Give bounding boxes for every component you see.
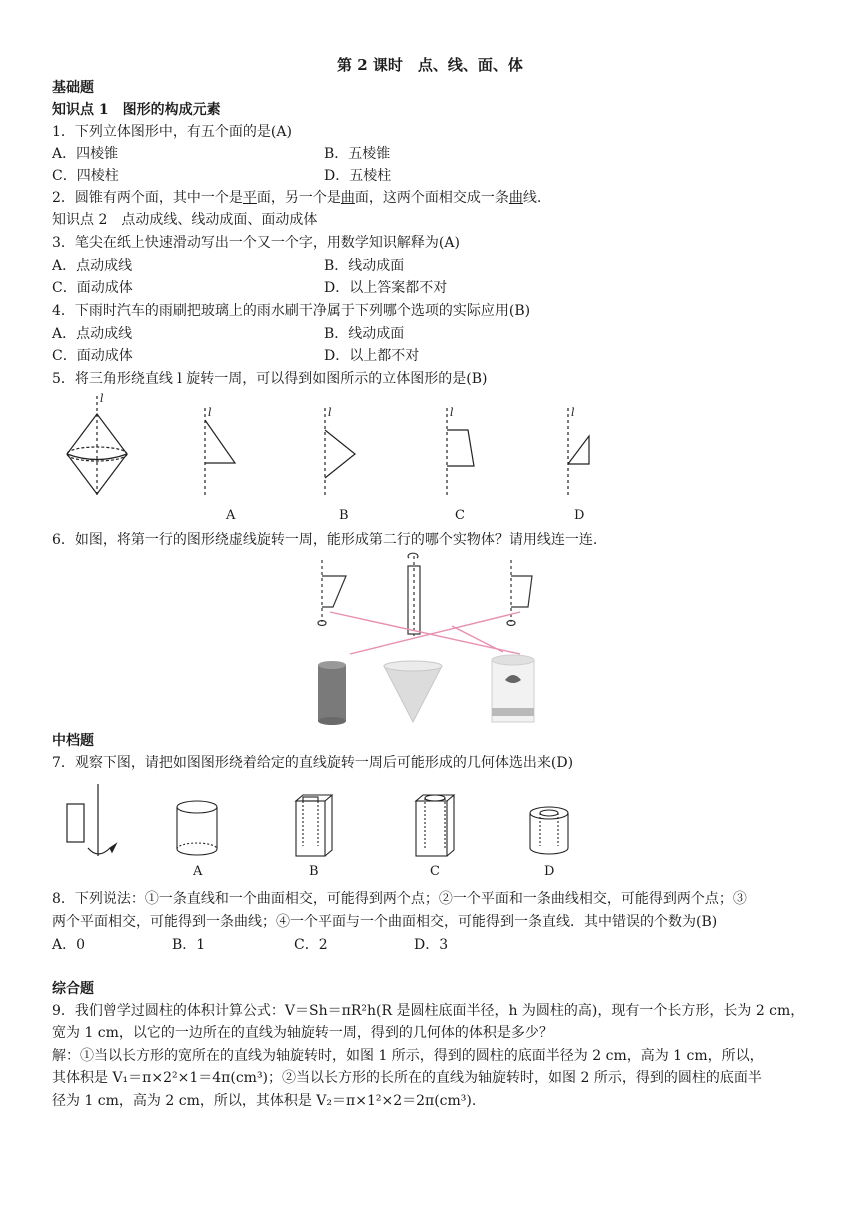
q4-option-c: C．面动成体 xyxy=(52,348,133,364)
q1-option-b: B．五棱锥 xyxy=(324,146,391,162)
q8-option-c: C．2 xyxy=(294,937,328,953)
q5-option-b-figure xyxy=(325,408,355,498)
q5-axis-label-a: l xyxy=(208,406,212,419)
q5-double-cone xyxy=(67,396,127,498)
q3-option-d: D．以上答案都不对 xyxy=(324,280,448,296)
q6-object-cup xyxy=(492,655,534,722)
q5-label-b: B xyxy=(339,508,349,523)
q9-line2: 宽为 1 cm，以它的一边所在的直线为轴旋转一周，得到的几何体的体积是多少？ xyxy=(52,1025,553,1041)
q4-option-b: B．线动成面 xyxy=(324,326,405,342)
q2-part3: 面，这两个面相交成一条 xyxy=(354,190,509,206)
knowledge-point-1: 知识点 1 图形的构成元素 xyxy=(52,102,221,118)
q5-option-c-figure xyxy=(447,408,474,498)
q9-solution-line1: 解：①当以长方形的宽所在的直线为轴旋转时，如图 1 所示，得到的圆柱的底面半径为 2 cm，高为 1 cm，所以， xyxy=(52,1048,764,1064)
q3-option-a: A．点动成线 xyxy=(52,258,133,274)
q5-label-c: C xyxy=(455,508,465,523)
q1-option-a: A．四棱锥 xyxy=(52,146,119,162)
q7-label-d: D xyxy=(544,864,555,879)
q4-option-d: D．以上都不对 xyxy=(324,348,420,364)
q2-part2: 面，另一个是 xyxy=(256,190,341,206)
q8-option-b: B．1 xyxy=(172,937,206,953)
q4-option-a: A．点动成线 xyxy=(52,326,133,342)
q3-stem: 3．笔尖在纸上快速滑动写出一个又一个字，用数学知识解释为(A) xyxy=(52,235,460,251)
q7-option-b-prism xyxy=(296,795,332,856)
q8-line1: 8．下列说法：①一条直线和一个曲面相交，可能得到两个点；②一个平面和一条曲线相交，可能得到两个点；③ xyxy=(52,891,747,907)
q6-object-cylinder xyxy=(318,661,346,725)
q9-solution-line3: 径为 1 cm，高为 2 cm，所以，其体积是 V₂＝π×1²×2＝2π(cm³). xyxy=(52,1093,477,1109)
q8-option-a: A．0 xyxy=(52,937,86,953)
page-title: 第 2 课时 点、线、面、体 xyxy=(337,56,523,74)
q5-axis-label-b: l xyxy=(328,406,332,419)
q2-text xyxy=(52,188,541,208)
q7-label-b: B xyxy=(309,864,319,879)
q5-label-d: D xyxy=(574,508,585,523)
q9-solution-line2: 其体积是 V₁＝π×2²×1＝4π(cm³)；②当以长方形的长所在的直线为轴旋转时，如图 2 所示，得到的圆柱的底面半 xyxy=(52,1070,762,1086)
q5-option-d-figure xyxy=(568,408,589,498)
q7-label-a: A xyxy=(193,864,203,879)
q8-line2: 两个平面相交，可能得到一条曲线；④一个平面与一个曲面相交，可能得到一条直线．其中错误的个数为(B) xyxy=(52,914,718,930)
section-basic: 基础题 xyxy=(52,80,94,96)
q9-line1: 9．我们曾学过圆柱的体积计算公式：V＝Sh＝πR²h(R 是圆柱底面半径，h 为圆柱的高)，现有一个长方形，长为 2 cm， xyxy=(52,1003,805,1019)
q2-answer3: 曲 xyxy=(508,190,523,206)
q7-figure xyxy=(0,776,860,886)
q2-part1: 2．圆锥有两个面，其中一个是 xyxy=(52,190,243,206)
q5-axis-label-c: l xyxy=(450,406,454,419)
q2-part4: 线. xyxy=(522,190,542,206)
q6-stem: 6．如图，将第一行的图形绕虚线旋转一周，能形成第二行的哪个实物体？请用线连一连. xyxy=(52,532,598,548)
q5-figure xyxy=(0,390,860,530)
section-mid: 中档题 xyxy=(52,733,94,749)
knowledge-point-2: 知识点 2 点动成线、线动成面、面动成体 xyxy=(52,212,318,228)
q6-shape-rectangle xyxy=(408,553,420,636)
q5-axis-label-main: l xyxy=(100,392,104,405)
q7-option-a-cylinder xyxy=(177,801,217,855)
q6-answer-lines xyxy=(330,612,520,654)
q5-axis-label-d: l xyxy=(571,406,575,419)
q5-label-a: A xyxy=(226,508,236,523)
q2-answer2: 曲 xyxy=(340,190,355,206)
q6-figure xyxy=(0,552,860,728)
q2-answer1: 平 xyxy=(242,190,257,206)
q6-shape-trapezoid-right xyxy=(507,560,532,626)
q7-option-c-prism xyxy=(416,795,454,856)
q6-object-cone xyxy=(384,661,442,722)
q3-option-c: C．面动成体 xyxy=(52,280,133,296)
q6-shape-trapezoid-left xyxy=(318,560,346,626)
section-comprehensive: 综合题 xyxy=(52,981,94,997)
q7-label-c: C xyxy=(430,864,440,879)
q1-option-d: D．五棱柱 xyxy=(324,168,392,184)
q3-option-b: B．线动成面 xyxy=(324,258,405,274)
q5-option-a-figure xyxy=(205,408,235,498)
q4-stem: 4．下雨时汽车的雨刷把玻璃上的雨水刷干净属于下列哪个选项的实际应用(B) xyxy=(52,303,531,319)
q1-option-c: C．四棱柱 xyxy=(52,168,119,184)
q8-option-d: D．3 xyxy=(414,937,449,953)
q7-stem: 7．观察下图，请把如图图形绕着给定的直线旋转一周后可能形成的几何体选出来(D) xyxy=(52,755,574,771)
q7-source-shape xyxy=(67,784,116,856)
q5-stem: 5．将三角形绕直线 l 旋转一周，可以得到如图所示的立体图形的是(B) xyxy=(52,371,488,387)
q1-stem: 1．下列立体图形中，有五个面的是(A) xyxy=(52,124,292,140)
q7-option-d-hollow-cylinder xyxy=(530,807,568,854)
